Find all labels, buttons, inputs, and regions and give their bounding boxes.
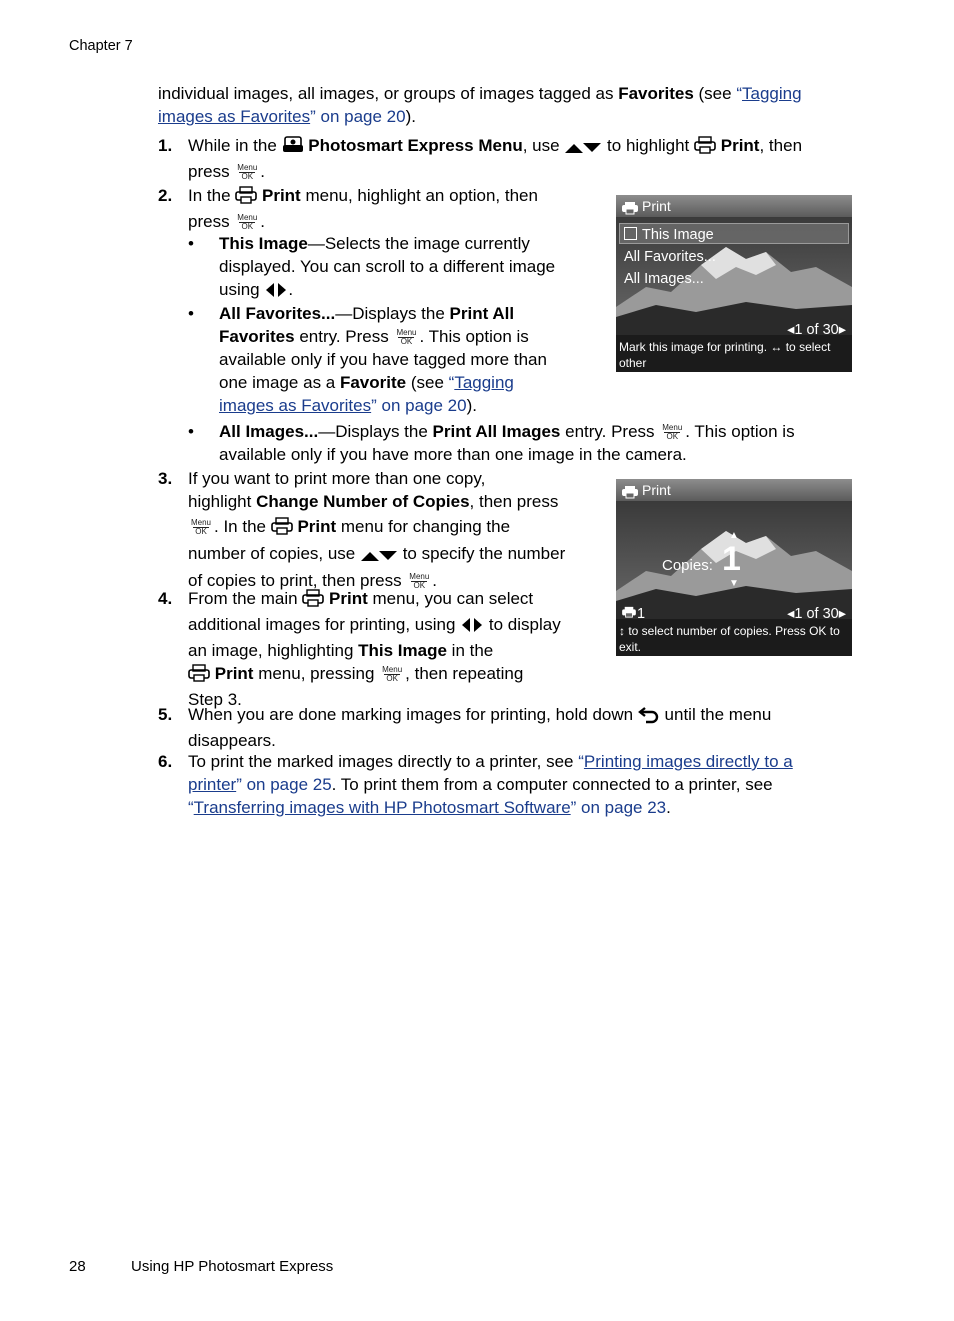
bullet-this-image: This Image—Selects the image currently displayed. You can scroll to a different image using . bbox=[219, 232, 599, 304]
lcd-option-all-favorites[interactable]: All Favorites... bbox=[624, 249, 716, 265]
menu-ok-button-icon: Menu OK bbox=[190, 518, 211, 536]
step-2-number: 2. bbox=[158, 186, 173, 205]
up-down-arrows-icon bbox=[564, 137, 602, 160]
chapter-header: Chapter 7 bbox=[69, 38, 133, 54]
intro-paragraph: individual images, all images, or groups of images tagged as Favorites (see “Tagging images as Favorites” on page 20). bbox=[158, 84, 802, 126]
print-icon bbox=[235, 186, 257, 210]
left-right-arrows-icon bbox=[264, 281, 288, 304]
down-arrow-icon[interactable]: ▼ bbox=[729, 578, 739, 589]
bullet-mark: • bbox=[188, 234, 194, 253]
left-arrow-icon: ◂ bbox=[787, 606, 795, 622]
print-icon bbox=[271, 517, 293, 541]
step-3: If you want to print more than one copy, highlight Change Number of Copies, then press Menu OK . In the Print menu for changing the number of copies, use to specify the number of copies to print, then press Menu OK . bbox=[188, 469, 566, 590]
bullet-all-favorites: All Favorites...—Displays the Print All Favorites entry. Press Menu OK . This option is available only if you have tagged more than one image as a Favorite (see “Tagging images as Favorites” on page 20). bbox=[219, 304, 547, 415]
step-4-number: 4. bbox=[158, 589, 173, 608]
bullet-all-images: All Images...—Displays the Print All Images entry. Press Menu OK . This option is available only if you have more than one image in the camera. bbox=[219, 422, 795, 464]
step-6: To print the marked images directly to a printer, see “Printing images directly to a printer” on page 25. To print them from a computer connected to a printer, see “Transferring images with HP Photosmart Software” on page 23. bbox=[188, 752, 793, 817]
back-arrow-icon bbox=[638, 705, 660, 729]
menu-ok-button-icon: Menu OK bbox=[237, 163, 258, 181]
up-down-arrows-icon bbox=[360, 545, 398, 568]
printing-directly-link-cont[interactable]: printer” on page 25 bbox=[188, 775, 332, 794]
print-icon bbox=[694, 136, 716, 160]
step-1: While in the Photosmart Express Menu, use to highlight Print, then press Menu OK . bbox=[188, 136, 803, 181]
printing-directly-link[interactable]: “Printing images directly to a bbox=[578, 752, 793, 771]
footer-title: Using HP Photosmart Express bbox=[131, 1258, 334, 1275]
page-number: 28 bbox=[69, 1258, 86, 1275]
step-4: From the main Print menu, you can select additional images for printing, using to display an image, highlighting This Image in the Print menu, pressing Menu OK , then repeating Step 3. bbox=[188, 589, 561, 709]
step-5: When you are done marking images for printing, hold down until the menu disappears. bbox=[188, 705, 772, 750]
lcd-option-all-images[interactable]: All Images... bbox=[624, 271, 704, 287]
up-down-arrows-icon: ↕ bbox=[619, 624, 625, 638]
right-arrow-icon: ▸ bbox=[838, 606, 846, 622]
image-counter: ◂1 of 30▸ bbox=[787, 606, 846, 622]
camera-copies-screenshot bbox=[616, 479, 852, 656]
camera-print-menu-screenshot bbox=[616, 195, 852, 386]
step-5-number: 5. bbox=[158, 705, 173, 724]
print-icon bbox=[302, 589, 324, 613]
lcd-help-text: ↕ to select number of copies. Press OK to exit. bbox=[619, 624, 840, 654]
photosmart-express-icon bbox=[282, 136, 304, 160]
left-arrow-icon: ◂ bbox=[787, 322, 795, 338]
image-counter: ◂1 of 30▸ bbox=[787, 322, 846, 338]
left-right-arrows-icon bbox=[460, 616, 484, 639]
tagging-favorites-link[interactable]: “Tagging bbox=[736, 84, 802, 103]
lcd-title-bar: Print bbox=[616, 195, 852, 217]
menu-ok-button-icon: Menu OK bbox=[662, 423, 683, 441]
lcd-help-text: Mark this image for printing. ↔ to select other images. bbox=[619, 340, 831, 386]
print-icon bbox=[621, 483, 639, 505]
step-2: In the Print menu, highlight an option, then press Menu OK . bbox=[188, 186, 538, 231]
tagging-favorites-link-2-cont[interactable]: images as Favorites” on page 20 bbox=[219, 396, 467, 415]
menu-ok-button-icon: Menu OK bbox=[237, 213, 258, 231]
step-1-number: 1. bbox=[158, 136, 173, 155]
step-3-number: 3. bbox=[158, 469, 173, 488]
print-icon bbox=[621, 606, 637, 622]
step-6-number: 6. bbox=[158, 752, 173, 771]
copies-label: Copies: bbox=[662, 557, 713, 574]
bullet-mark: • bbox=[188, 304, 194, 323]
lcd-option-this-image[interactable]: This Image bbox=[624, 224, 714, 247]
transferring-images-link[interactable]: “Transferring images with HP Photosmart Software” on page 23 bbox=[188, 798, 667, 817]
print-icon bbox=[188, 664, 210, 688]
menu-ok-button-icon: Menu OK bbox=[409, 572, 430, 590]
bullet-mark: • bbox=[188, 422, 194, 441]
tagging-favorites-link-2[interactable]: “Tagging bbox=[448, 373, 514, 392]
tagging-favorites-link-cont[interactable]: images as Favorites” on page 20 bbox=[158, 107, 406, 126]
menu-ok-button-icon: Menu OK bbox=[396, 328, 417, 346]
left-right-arrows-icon: ↔ bbox=[770, 340, 783, 354]
print-icon bbox=[621, 199, 639, 221]
copies-value[interactable]: 1 bbox=[722, 540, 741, 578]
up-arrow-icon[interactable]: ▲ bbox=[729, 530, 739, 541]
lcd-title-bar: Print bbox=[616, 479, 852, 501]
right-arrow-icon: ▸ bbox=[838, 322, 846, 338]
menu-ok-button-icon: Menu OK bbox=[382, 665, 403, 683]
checkbox-icon bbox=[624, 227, 637, 240]
print-count: 1 bbox=[621, 603, 645, 626]
